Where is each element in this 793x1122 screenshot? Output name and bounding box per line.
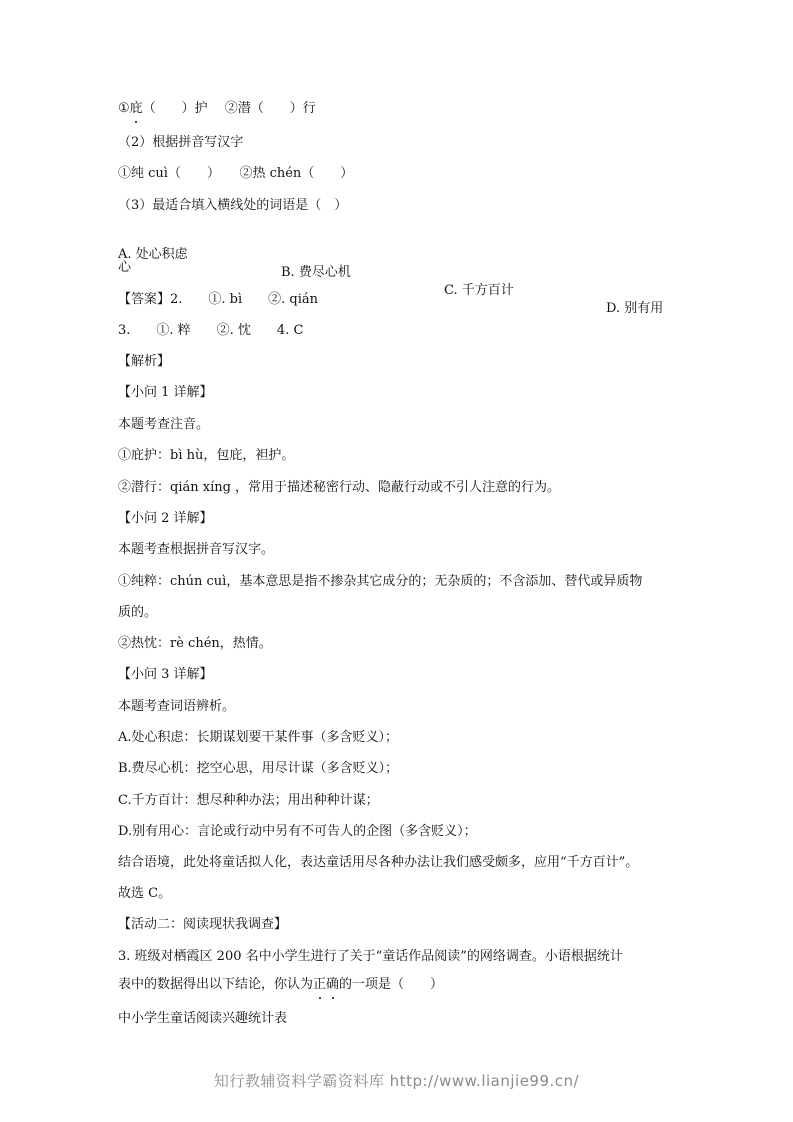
- pinyin-write-line: ①纯 cuì（ ） ②热 chén（ ）: [118, 166, 354, 181]
- question-3-line: 3. 班级对栖霞区 200 名中小学生进行了关于“童话作品阅读”的网络调查。小语根据统计: [118, 949, 623, 964]
- option-a: A. 处心积虑: [118, 247, 188, 262]
- emphasized-char: 正: [313, 977, 327, 992]
- activity-heading: 【活动二：阅读现状我调查】: [118, 917, 288, 932]
- explanation-line: 本题考查根据拼音写汉字。: [118, 542, 275, 557]
- sub-question-3-heading: 【小问 3 详解】: [118, 667, 213, 682]
- explanation-line: ②热忱：rè chén，热情。: [118, 636, 272, 651]
- option-c: C. 千方百计: [444, 283, 514, 298]
- sub-question-1-heading: 【小问 1 详解】: [118, 385, 213, 400]
- footer-watermark: 知行教辅资料学霸资料库 http://www.lianjie99.cn/: [213, 1072, 580, 1090]
- explanation-line: 本题考查词语辨析。: [118, 699, 236, 714]
- option-d-continuation: 心: [118, 260, 132, 275]
- emphasized-char: 庇: [129, 101, 143, 116]
- emphasized-char: 确: [326, 977, 340, 992]
- question-line-pinyin-blanks: [118, 100, 316, 118]
- sub-question-2: （2）根据拼音写汉字: [118, 135, 244, 150]
- text-segment: 的一项是（ ）: [339, 977, 444, 992]
- option-d: D. 别有用: [606, 301, 664, 316]
- sub-question-2-heading: 【小问 2 详解】: [118, 511, 213, 526]
- sub-question-3: （3）最适合填入横线处的词语是（ ）: [118, 198, 348, 213]
- answer-line-1: 【答案】2. ①. bì ②. qián: [118, 292, 319, 307]
- explanation-line: ①庇护：bì hù，包庇，袒护。: [118, 448, 295, 463]
- option-b: B. 费尽心机: [281, 265, 351, 280]
- explanation-line: 结合语境，此处将童话拟人化，表达童话用尽各种办法让我们感受颇多，应用“千方百计”。: [118, 855, 639, 870]
- explanation-line: 本题考查注音。: [118, 417, 210, 432]
- explanation-line: A.处心积虑：长期谋划要干某件事（多含贬义）；: [118, 730, 399, 745]
- text-segment: ①: [118, 101, 130, 116]
- question-3-continuation: [118, 976, 443, 994]
- explanation-line: B.费尽心机：挖空心思，用尽计谋（多含贬义）；: [118, 761, 399, 776]
- text-segment: 表中的数据得出以下结论，你认为: [118, 977, 314, 992]
- table-title: 中小学生童话阅读兴趣统计表: [118, 1011, 288, 1026]
- conclusion-line: 故选 C。: [118, 886, 172, 901]
- explanation-line: ①纯粹：chún cuì，基本意思是指不掺杂其它成分的；无杂质的；不含添加、替代或异质物: [118, 574, 643, 589]
- explanation-line: C.千方百计：想尽种种办法；用出种种计谋；: [118, 793, 379, 808]
- explanation-line: ②潜行：qián xíng ，常用于描述秘密行动、隐蔽行动或不引人注意的行为。: [118, 480, 561, 495]
- answer-line-2: 3. ①. 粹 ②. 忱 4. C: [118, 323, 304, 338]
- explanation-line: D.别有用心：言论或行动中另有不可告人的企图（多含贬义）；: [118, 824, 477, 839]
- text-segment: （ ）护 ②潜（ ）行: [142, 101, 316, 116]
- analysis-heading: 【解析】: [118, 354, 171, 369]
- explanation-line: 质的。: [118, 605, 158, 620]
